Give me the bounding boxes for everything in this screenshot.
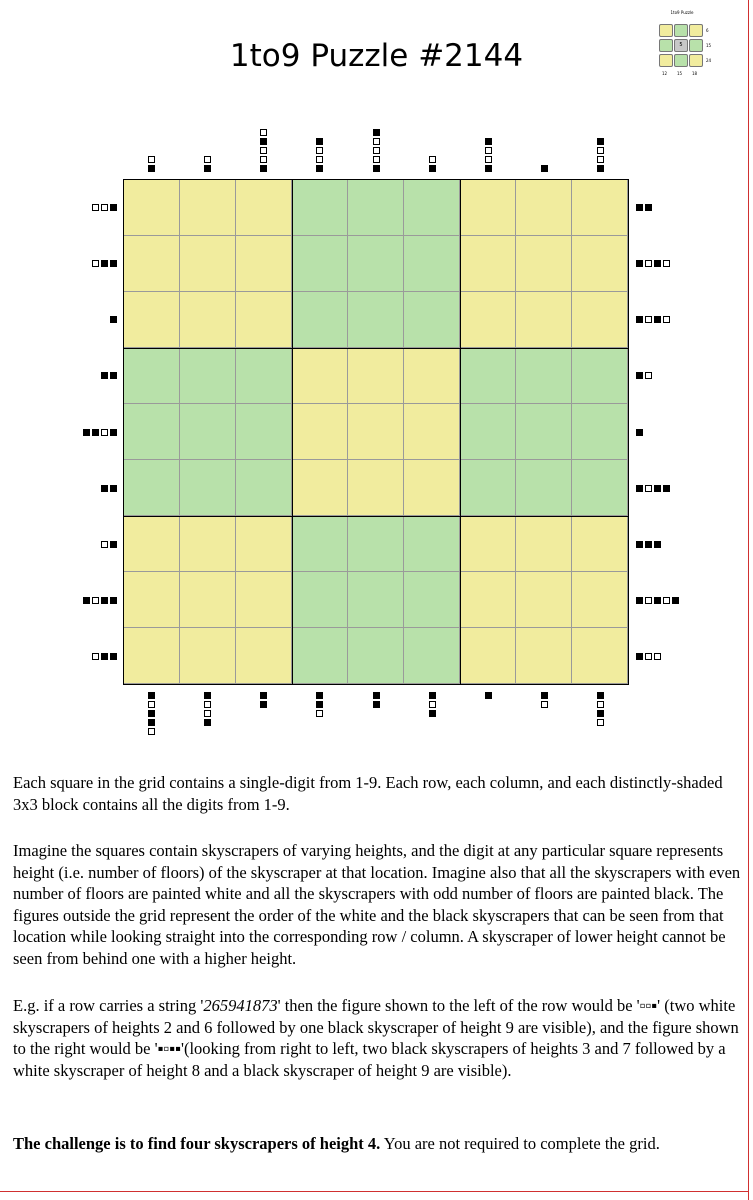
grid-cell[interactable] bbox=[572, 348, 628, 404]
example-text-a: E.g. if a row carries a string ' bbox=[13, 996, 204, 1015]
right-clue-square bbox=[645, 541, 652, 548]
page-border-right bbox=[748, 0, 749, 1200]
grid-cell[interactable] bbox=[404, 292, 460, 348]
grid-cell[interactable] bbox=[516, 348, 572, 404]
challenge-bold: The challenge is to find four skyscrapers of height 4. bbox=[13, 1134, 381, 1153]
grid-cell[interactable] bbox=[236, 180, 292, 236]
bottom-clue-square bbox=[148, 728, 155, 735]
grid-cell[interactable] bbox=[124, 348, 180, 404]
top-clue-square bbox=[316, 147, 323, 154]
left-clue-square bbox=[110, 372, 117, 379]
grid-cell[interactable] bbox=[404, 404, 460, 460]
logo-right-clue: 6 bbox=[706, 28, 709, 33]
grid-cell[interactable] bbox=[180, 404, 236, 460]
page-title: 1to9 Puzzle #2144 bbox=[229, 38, 524, 74]
right-clue-square bbox=[645, 597, 652, 604]
bottom-clue-square bbox=[429, 701, 436, 708]
top-clue-square bbox=[204, 156, 211, 163]
right-clue-square bbox=[636, 597, 643, 604]
left-clue-square bbox=[92, 204, 99, 211]
logo-cell: 5 bbox=[674, 39, 688, 52]
grid-cell[interactable] bbox=[180, 460, 236, 516]
grid-cell[interactable] bbox=[236, 572, 292, 628]
top-clue-square bbox=[597, 165, 604, 172]
grid-cell[interactable] bbox=[236, 236, 292, 292]
left-clue-square bbox=[110, 316, 117, 323]
grid-cell[interactable] bbox=[460, 292, 516, 348]
grid-cell[interactable] bbox=[572, 404, 628, 460]
right-clue-square bbox=[663, 597, 670, 604]
grid-cell[interactable] bbox=[404, 180, 460, 236]
right-clue-square bbox=[663, 485, 670, 492]
grid-cell[interactable] bbox=[180, 572, 236, 628]
grid-cell[interactable] bbox=[572, 292, 628, 348]
bottom-clue-square bbox=[260, 692, 267, 699]
left-clue-square bbox=[101, 204, 108, 211]
grid-cell[interactable] bbox=[348, 460, 404, 516]
grid-cell[interactable] bbox=[124, 516, 180, 572]
logo-cell bbox=[659, 54, 673, 67]
top-clue-square bbox=[260, 138, 267, 145]
grid-cell[interactable] bbox=[236, 348, 292, 404]
example-string: 265941873 bbox=[203, 996, 278, 1015]
right-clue-square bbox=[654, 541, 661, 548]
logo-title: 1to9 Puzzle bbox=[670, 10, 694, 15]
grid-cell[interactable] bbox=[180, 628, 236, 684]
example-text-b: ' then the figure shown to the left of the row would be '▫▫▪' (two white skyscrapers of heights 2 and 6 followed by one black skyscraper of height 9 are visible), and the figure shown to the right would be '▪▫▪▪'(looking from right to left, two black skyscrapers of heights 3 and 7 followed by a white skyscraper of height 8 and a black skyscraper of height 9 are visible). bbox=[13, 996, 739, 1080]
grid-cell[interactable] bbox=[516, 292, 572, 348]
top-clue-square bbox=[204, 165, 211, 172]
top-clue-square bbox=[597, 156, 604, 163]
left-clue-square bbox=[83, 597, 90, 604]
top-clue-square bbox=[316, 165, 323, 172]
grid-cell[interactable] bbox=[348, 516, 404, 572]
bottom-clue-square bbox=[148, 719, 155, 726]
bottom-clue-square bbox=[316, 692, 323, 699]
grid-cell[interactable] bbox=[124, 180, 180, 236]
top-clue-square bbox=[597, 138, 604, 145]
bottom-clue-square bbox=[597, 692, 604, 699]
right-clue-square bbox=[672, 597, 679, 604]
left-clue-square bbox=[101, 372, 108, 379]
grid-cell[interactable] bbox=[572, 180, 628, 236]
logo-cell bbox=[659, 24, 673, 37]
bottom-clue-square bbox=[316, 710, 323, 717]
left-clue-square bbox=[92, 260, 99, 267]
top-clue-square bbox=[373, 138, 380, 145]
left-clue-square bbox=[110, 204, 117, 211]
top-clue-square bbox=[485, 138, 492, 145]
logo-cell bbox=[689, 39, 703, 52]
grid-cell[interactable] bbox=[348, 628, 404, 684]
grid-cell[interactable] bbox=[180, 236, 236, 292]
bottom-clue-square bbox=[429, 692, 436, 699]
bottom-clue-square bbox=[373, 701, 380, 708]
grid-cell[interactable] bbox=[460, 348, 516, 404]
grid-cell[interactable] bbox=[292, 348, 348, 404]
grid-cell[interactable] bbox=[292, 404, 348, 460]
right-clue-square bbox=[645, 260, 652, 267]
grid-cell[interactable] bbox=[124, 404, 180, 460]
right-clue-square bbox=[645, 372, 652, 379]
block-divider bbox=[292, 180, 293, 684]
challenge-rest: You are not required to complete the grid. bbox=[380, 1134, 660, 1153]
right-clue-square bbox=[663, 316, 670, 323]
grid-cell[interactable] bbox=[460, 572, 516, 628]
bottom-clue-square bbox=[260, 701, 267, 708]
right-clue-square bbox=[636, 316, 643, 323]
grid-cell[interactable] bbox=[460, 404, 516, 460]
grid-cell[interactable] bbox=[292, 572, 348, 628]
grid-cell[interactable] bbox=[516, 516, 572, 572]
grid-cell[interactable] bbox=[460, 628, 516, 684]
top-clue-square bbox=[485, 147, 492, 154]
grid-cell[interactable] bbox=[516, 572, 572, 628]
right-clue-square bbox=[636, 372, 643, 379]
grid-cell[interactable] bbox=[124, 292, 180, 348]
logo-bottom-clue: 15 bbox=[677, 71, 683, 76]
grid-cell[interactable] bbox=[516, 628, 572, 684]
example-paragraph bbox=[13, 995, 743, 1081]
left-clue-square bbox=[92, 597, 99, 604]
top-clue-square bbox=[316, 138, 323, 145]
intro-paragraph: Each square in the grid contains a single-digit from 1-9. Each row, each column, and each distinctly-shaded 3x3 block contains all the digits from 1-9. bbox=[13, 773, 723, 814]
grid-cell[interactable] bbox=[348, 292, 404, 348]
grid-cell[interactable] bbox=[124, 628, 180, 684]
top-clue-square bbox=[148, 165, 155, 172]
grid-cell[interactable] bbox=[516, 180, 572, 236]
grid-cell[interactable] bbox=[124, 460, 180, 516]
grid-cell[interactable] bbox=[180, 348, 236, 404]
grid-cell[interactable] bbox=[124, 236, 180, 292]
grid-cell[interactable] bbox=[292, 516, 348, 572]
grid-cell[interactable] bbox=[460, 460, 516, 516]
bottom-clue-square bbox=[148, 710, 155, 717]
challenge-paragraph bbox=[13, 1133, 743, 1155]
grid-cell[interactable] bbox=[180, 516, 236, 572]
bottom-clue-square bbox=[597, 701, 604, 708]
grid-cell[interactable] bbox=[572, 460, 628, 516]
bottom-clue-square bbox=[204, 710, 211, 717]
right-clue-square bbox=[663, 260, 670, 267]
bottom-clue-square bbox=[597, 710, 604, 717]
top-clue-square bbox=[429, 165, 436, 172]
block-divider bbox=[124, 348, 628, 349]
grid-cell[interactable] bbox=[236, 516, 292, 572]
left-clue-square bbox=[101, 597, 108, 604]
block-divider bbox=[124, 516, 628, 517]
grid-cell[interactable] bbox=[292, 628, 348, 684]
grid-cell[interactable] bbox=[124, 572, 180, 628]
logo-right-clue: 15 bbox=[706, 43, 712, 48]
left-clue-square bbox=[110, 260, 117, 267]
left-clue-square bbox=[101, 541, 108, 548]
top-clue-square bbox=[373, 129, 380, 136]
top-clue-square bbox=[373, 165, 380, 172]
right-clue-square bbox=[645, 653, 652, 660]
block-divider bbox=[460, 180, 461, 684]
grid-cell[interactable] bbox=[460, 516, 516, 572]
grid-cell[interactable] bbox=[180, 292, 236, 348]
right-clue-square bbox=[654, 597, 661, 604]
right-clue-square bbox=[636, 429, 643, 436]
grid-cell[interactable] bbox=[516, 404, 572, 460]
grid-cell[interactable] bbox=[180, 180, 236, 236]
grid-cell[interactable] bbox=[348, 180, 404, 236]
top-clue-square bbox=[485, 156, 492, 163]
logo-cell bbox=[659, 39, 673, 52]
left-clue-square bbox=[110, 541, 117, 548]
top-clue-square bbox=[260, 129, 267, 136]
bottom-clue-square bbox=[148, 701, 155, 708]
right-clue-square bbox=[645, 316, 652, 323]
top-clue-square bbox=[260, 147, 267, 154]
grid-cell[interactable] bbox=[572, 628, 628, 684]
grid-cell[interactable] bbox=[292, 236, 348, 292]
grid-cell[interactable] bbox=[572, 236, 628, 292]
grid-cell[interactable] bbox=[404, 516, 460, 572]
grid-cell[interactable] bbox=[404, 236, 460, 292]
grid-cell[interactable] bbox=[404, 348, 460, 404]
grid-cell[interactable] bbox=[236, 404, 292, 460]
left-clue-square bbox=[92, 429, 99, 436]
bottom-clue-square bbox=[597, 719, 604, 726]
left-clue-square bbox=[83, 429, 90, 436]
left-clue-square bbox=[101, 429, 108, 436]
grid-cell[interactable] bbox=[236, 460, 292, 516]
top-clue-square bbox=[260, 156, 267, 163]
left-clue-square bbox=[92, 653, 99, 660]
left-clue-square bbox=[101, 485, 108, 492]
grid-cell[interactable] bbox=[516, 460, 572, 516]
grid-cell[interactable] bbox=[236, 292, 292, 348]
logo-cell bbox=[689, 24, 703, 37]
right-clue-square bbox=[645, 204, 652, 211]
bottom-clue-square bbox=[429, 710, 436, 717]
right-clue-square bbox=[636, 541, 643, 548]
logo-cell bbox=[674, 54, 688, 67]
top-clue-square bbox=[316, 156, 323, 163]
top-clue-square bbox=[485, 165, 492, 172]
left-clue-square bbox=[110, 653, 117, 660]
grid-cell[interactable] bbox=[348, 572, 404, 628]
grid-cell[interactable] bbox=[236, 628, 292, 684]
grid-cell[interactable] bbox=[348, 404, 404, 460]
right-clue-square bbox=[636, 204, 643, 211]
puzzle-logo bbox=[648, 10, 716, 82]
grid-cell[interactable] bbox=[404, 572, 460, 628]
grid-cell[interactable] bbox=[404, 460, 460, 516]
bottom-clue-square bbox=[541, 701, 548, 708]
top-clue-square bbox=[373, 156, 380, 163]
page-border-bottom bbox=[0, 1191, 749, 1192]
rules-paragraph: Imagine the squares contain skyscrapers of varying heights, and the digit at any particular square represents height (i.e. number of floors) of the skyscraper at that location. Imagine also that all the skyscrapers with even number of floors are painted white and all the skyscrapers with odd number of floors are painted black. The figures outside the grid represent the order of the white and the black skyscrapers that can be seen from that location while looking straight into the corresponding row / column. A skyscraper of lower height cannot be seen from behind one with a higher height. bbox=[13, 841, 741, 968]
grid-cell[interactable] bbox=[348, 236, 404, 292]
top-clue-square bbox=[541, 165, 548, 172]
right-clue-square bbox=[636, 260, 643, 267]
right-clue-square bbox=[636, 653, 643, 660]
grid-cell[interactable] bbox=[348, 348, 404, 404]
left-clue-square bbox=[110, 429, 117, 436]
top-clue-square bbox=[260, 165, 267, 172]
bottom-clue-square bbox=[148, 692, 155, 699]
grid-cell[interactable] bbox=[572, 572, 628, 628]
grid-cell[interactable] bbox=[460, 180, 516, 236]
right-clue-square bbox=[645, 485, 652, 492]
top-clue-square bbox=[373, 147, 380, 154]
top-clue-square bbox=[597, 147, 604, 154]
left-clue-square bbox=[101, 653, 108, 660]
top-clue-square bbox=[429, 156, 436, 163]
right-clue-square bbox=[636, 485, 643, 492]
grid-cell[interactable] bbox=[460, 236, 516, 292]
bottom-clue-square bbox=[541, 692, 548, 699]
grid-cell[interactable] bbox=[404, 628, 460, 684]
logo-right-clue: 24 bbox=[706, 58, 712, 63]
bottom-clue-square bbox=[204, 692, 211, 699]
right-clue-square bbox=[654, 485, 661, 492]
right-clue-square bbox=[654, 653, 661, 660]
bottom-clue-square bbox=[204, 719, 211, 726]
bottom-clue-square bbox=[204, 701, 211, 708]
puzzle-grid bbox=[123, 179, 629, 685]
bottom-clue-square bbox=[485, 692, 492, 699]
grid-cell[interactable] bbox=[292, 460, 348, 516]
grid-cell[interactable] bbox=[292, 292, 348, 348]
left-clue-square bbox=[110, 597, 117, 604]
left-clue-square bbox=[101, 260, 108, 267]
right-clue-square bbox=[654, 316, 661, 323]
logo-bottom-clue: 12 bbox=[662, 71, 668, 76]
grid-cell[interactable] bbox=[516, 236, 572, 292]
grid-cell[interactable] bbox=[572, 516, 628, 572]
bottom-clue-square bbox=[316, 701, 323, 708]
bottom-clue-square bbox=[373, 692, 380, 699]
logo-bottom-clue: 18 bbox=[692, 71, 698, 76]
grid-cell[interactable] bbox=[292, 180, 348, 236]
logo-cell bbox=[689, 54, 703, 67]
logo-cell bbox=[674, 24, 688, 37]
left-clue-square bbox=[110, 485, 117, 492]
top-clue-square bbox=[148, 156, 155, 163]
right-clue-square bbox=[654, 260, 661, 267]
